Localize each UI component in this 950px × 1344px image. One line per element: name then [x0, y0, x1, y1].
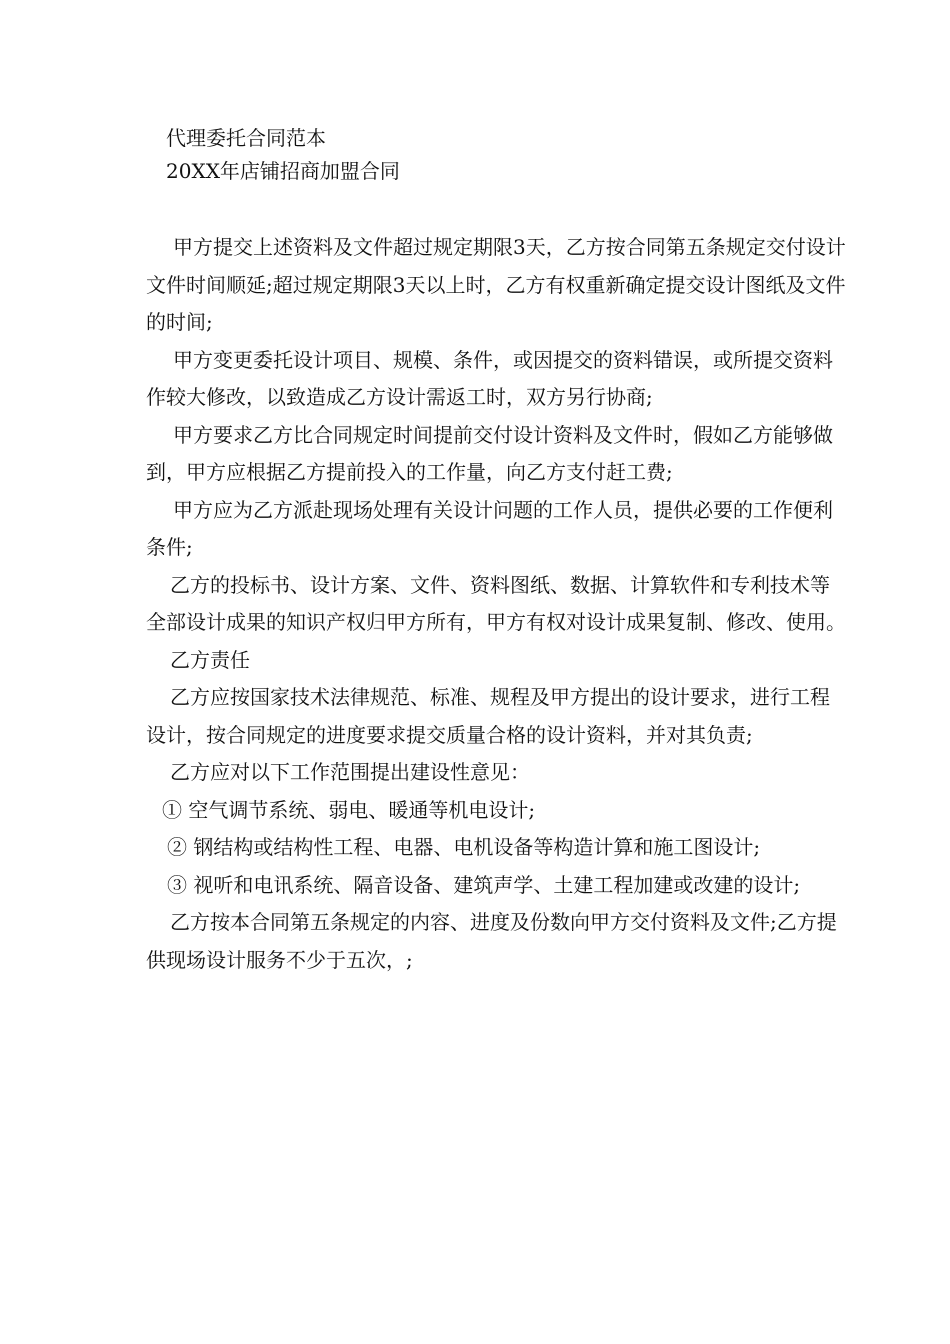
document-title: 代理委托合同范本 [166, 126, 326, 150]
paragraph-intellectual-property: 乙方的投标书、设计方案、文件、资料图纸、数据、计算软件和专利技术等全部设计成果的知识产权归甲方所有，甲方有权对设计成果复制、修改、使用。 [146, 572, 846, 634]
list-item-1: ① 空气调节系统、弱电、暖通等机电设计; [162, 797, 536, 822]
document-subtitle: 20XX年店铺招商加盟合同 [166, 159, 400, 183]
paragraph-delivery-services: 乙方按本合同第五条规定的内容、进度及份数向甲方交付资料及文件;乙方提供现场设计服务不少于五次，; [146, 910, 837, 972]
list-item-2: ② 钢结构或结构性工程、电器、电机设备等构造计算和施工图设计; [167, 835, 761, 859]
document-body [146, 229, 846, 979]
paragraph-design-change: 甲方变更委托设计项目、规模、条件，或因提交的资料错误，或所提交资料作较大修改，以致造成乙方设计需返工时，双方另行协商; [146, 347, 833, 409]
paragraph-suggestion-scope: 乙方应对以下工作范围提出建设性意见： [170, 760, 530, 784]
paragraph-design-standards: 乙方应按国家技术法律规范、标准、规程及甲方提出的设计要求，进行工程设计，按合同规定的进度要求提交质量合格的设计资料，并对其负责; [146, 685, 830, 747]
paragraph-onsite-support: 甲方应为乙方派赴现场处理有关设计问题的工作人员，提供必要的工作便利条件; [146, 497, 833, 559]
section-heading-party-b: 乙方责任 [170, 647, 250, 672]
paragraph-deadline-extension: 甲方提交上述资料及文件超过规定期限3天，乙方按合同第五条规定交付设计文件时间顺延;超过规定期限3天以上时，乙方有权重新确定提交设计图纸及文件的时间; [146, 235, 846, 334]
list-item-3: ③ 视听和电讯系统、隔音设备、建筑声学、土建工程加建或改建的设计; [167, 872, 801, 897]
paragraph-early-delivery: 甲方要求乙方比合同规定时间提前交付设计资料及文件时，假如乙方能够做到，甲方应根据乙方提前投入的工作量，向乙方支付赶工费; [146, 422, 833, 484]
